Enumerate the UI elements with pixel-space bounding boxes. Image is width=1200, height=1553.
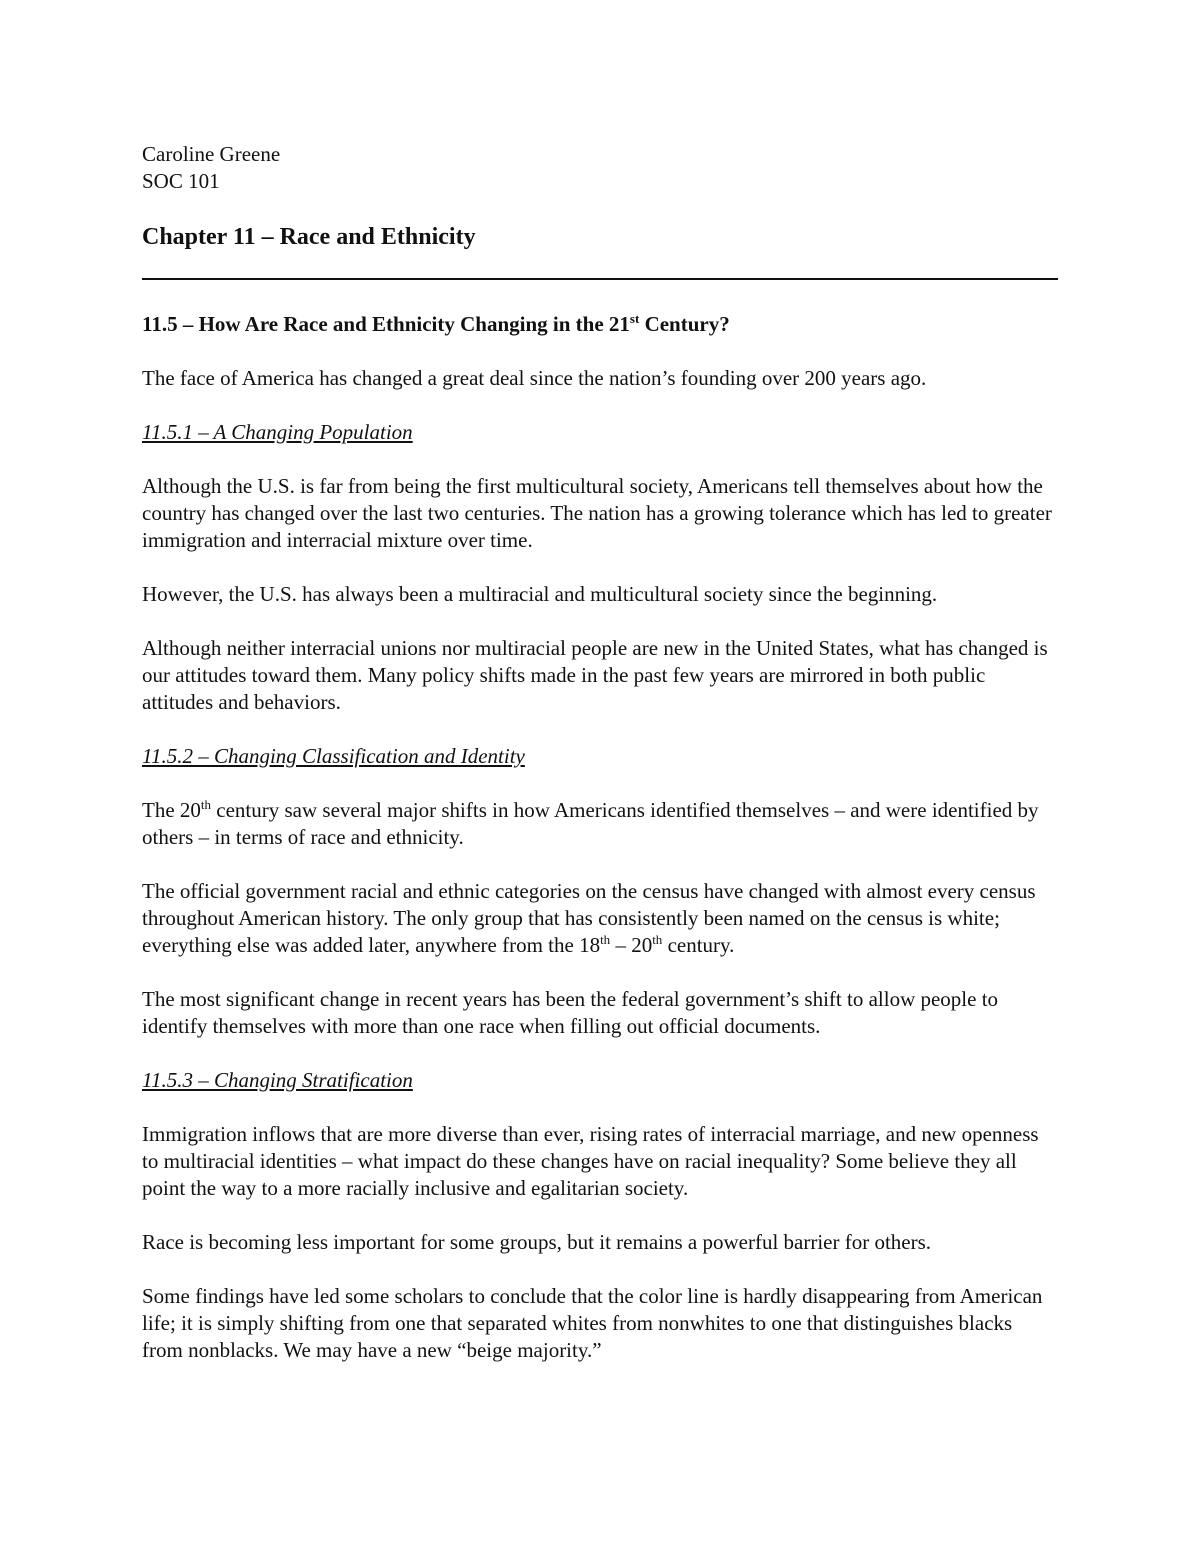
- document-page: [142, 141, 1058, 1364]
- paragraph: The official government racial and ethnic categories on the census have changed with almost every census throughout American history. The only group that has consistently been named on the census is white; everything else was added later, anywhere from the 18th – 20th century.: [142, 879, 1036, 957]
- chapter-title: Chapter 11 – Race and Ethnicity: [142, 224, 476, 250]
- course-code: SOC 101: [142, 169, 220, 193]
- paragraph: Immigration inflows that are more diverse than ever, rising rates of interracial marriage, and new openness to multiracial identities – what impact do these changes have on racial inequality? Some believe they all point the way to a more racially inclusive and egalitarian society.: [142, 1122, 1039, 1200]
- paragraph: Although the U.S. is far from being the first multicultural society, Americans tell themselves about how the country has changed over the last two centuries. The nation has a growing tolerance which has led to greater immigration and interracial mixture over time.: [142, 474, 1052, 552]
- paragraph: Race is becoming less important for some groups, but it remains a powerful barrier for others.: [142, 1230, 932, 1254]
- subheading-changing-population: 11.5.1 – A Changing Population: [142, 420, 413, 444]
- subheading-changing-stratification: 11.5.3 – Changing Stratification: [142, 1068, 413, 1092]
- section-intro: The face of America has changed a great deal since the nation’s founding over 200 years ago.: [142, 366, 927, 390]
- paragraph: The 20th century saw several major shifts in how Americans identified themselves – and were identified by others – in terms of race and ethnicity.: [142, 797, 1039, 849]
- subheading-classification-identity: 11.5.2 – Changing Classification and Identity: [142, 744, 525, 768]
- horizontal-rule: [142, 278, 1058, 280]
- paragraph: However, the U.S. has always been a multiracial and multicultural society since the beginning.: [142, 582, 938, 606]
- paragraph: Some findings have led some scholars to conclude that the color line is hardly disappearing from American life; it is simply shifting from one that separated whites from nonwhites to one that distinguishes blacks from nonblacks. We may have a new “beige majority.”: [142, 1284, 1043, 1362]
- paragraph: The most significant change in recent years has been the federal government’s shift to allow people to identify themselves with more than one race when filling out official documents.: [142, 987, 999, 1038]
- paragraph: Although neither interracial unions nor multiracial people are new in the United States, what has changed is our attitudes toward them. Many policy shifts made in the past few years are mirrored in both public attitudes and behaviors.: [142, 636, 1048, 714]
- section-heading: 11.5 – How Are Race and Ethnicity Changing in the 21st Century?: [142, 311, 730, 336]
- author-name: Caroline Greene: [142, 142, 281, 166]
